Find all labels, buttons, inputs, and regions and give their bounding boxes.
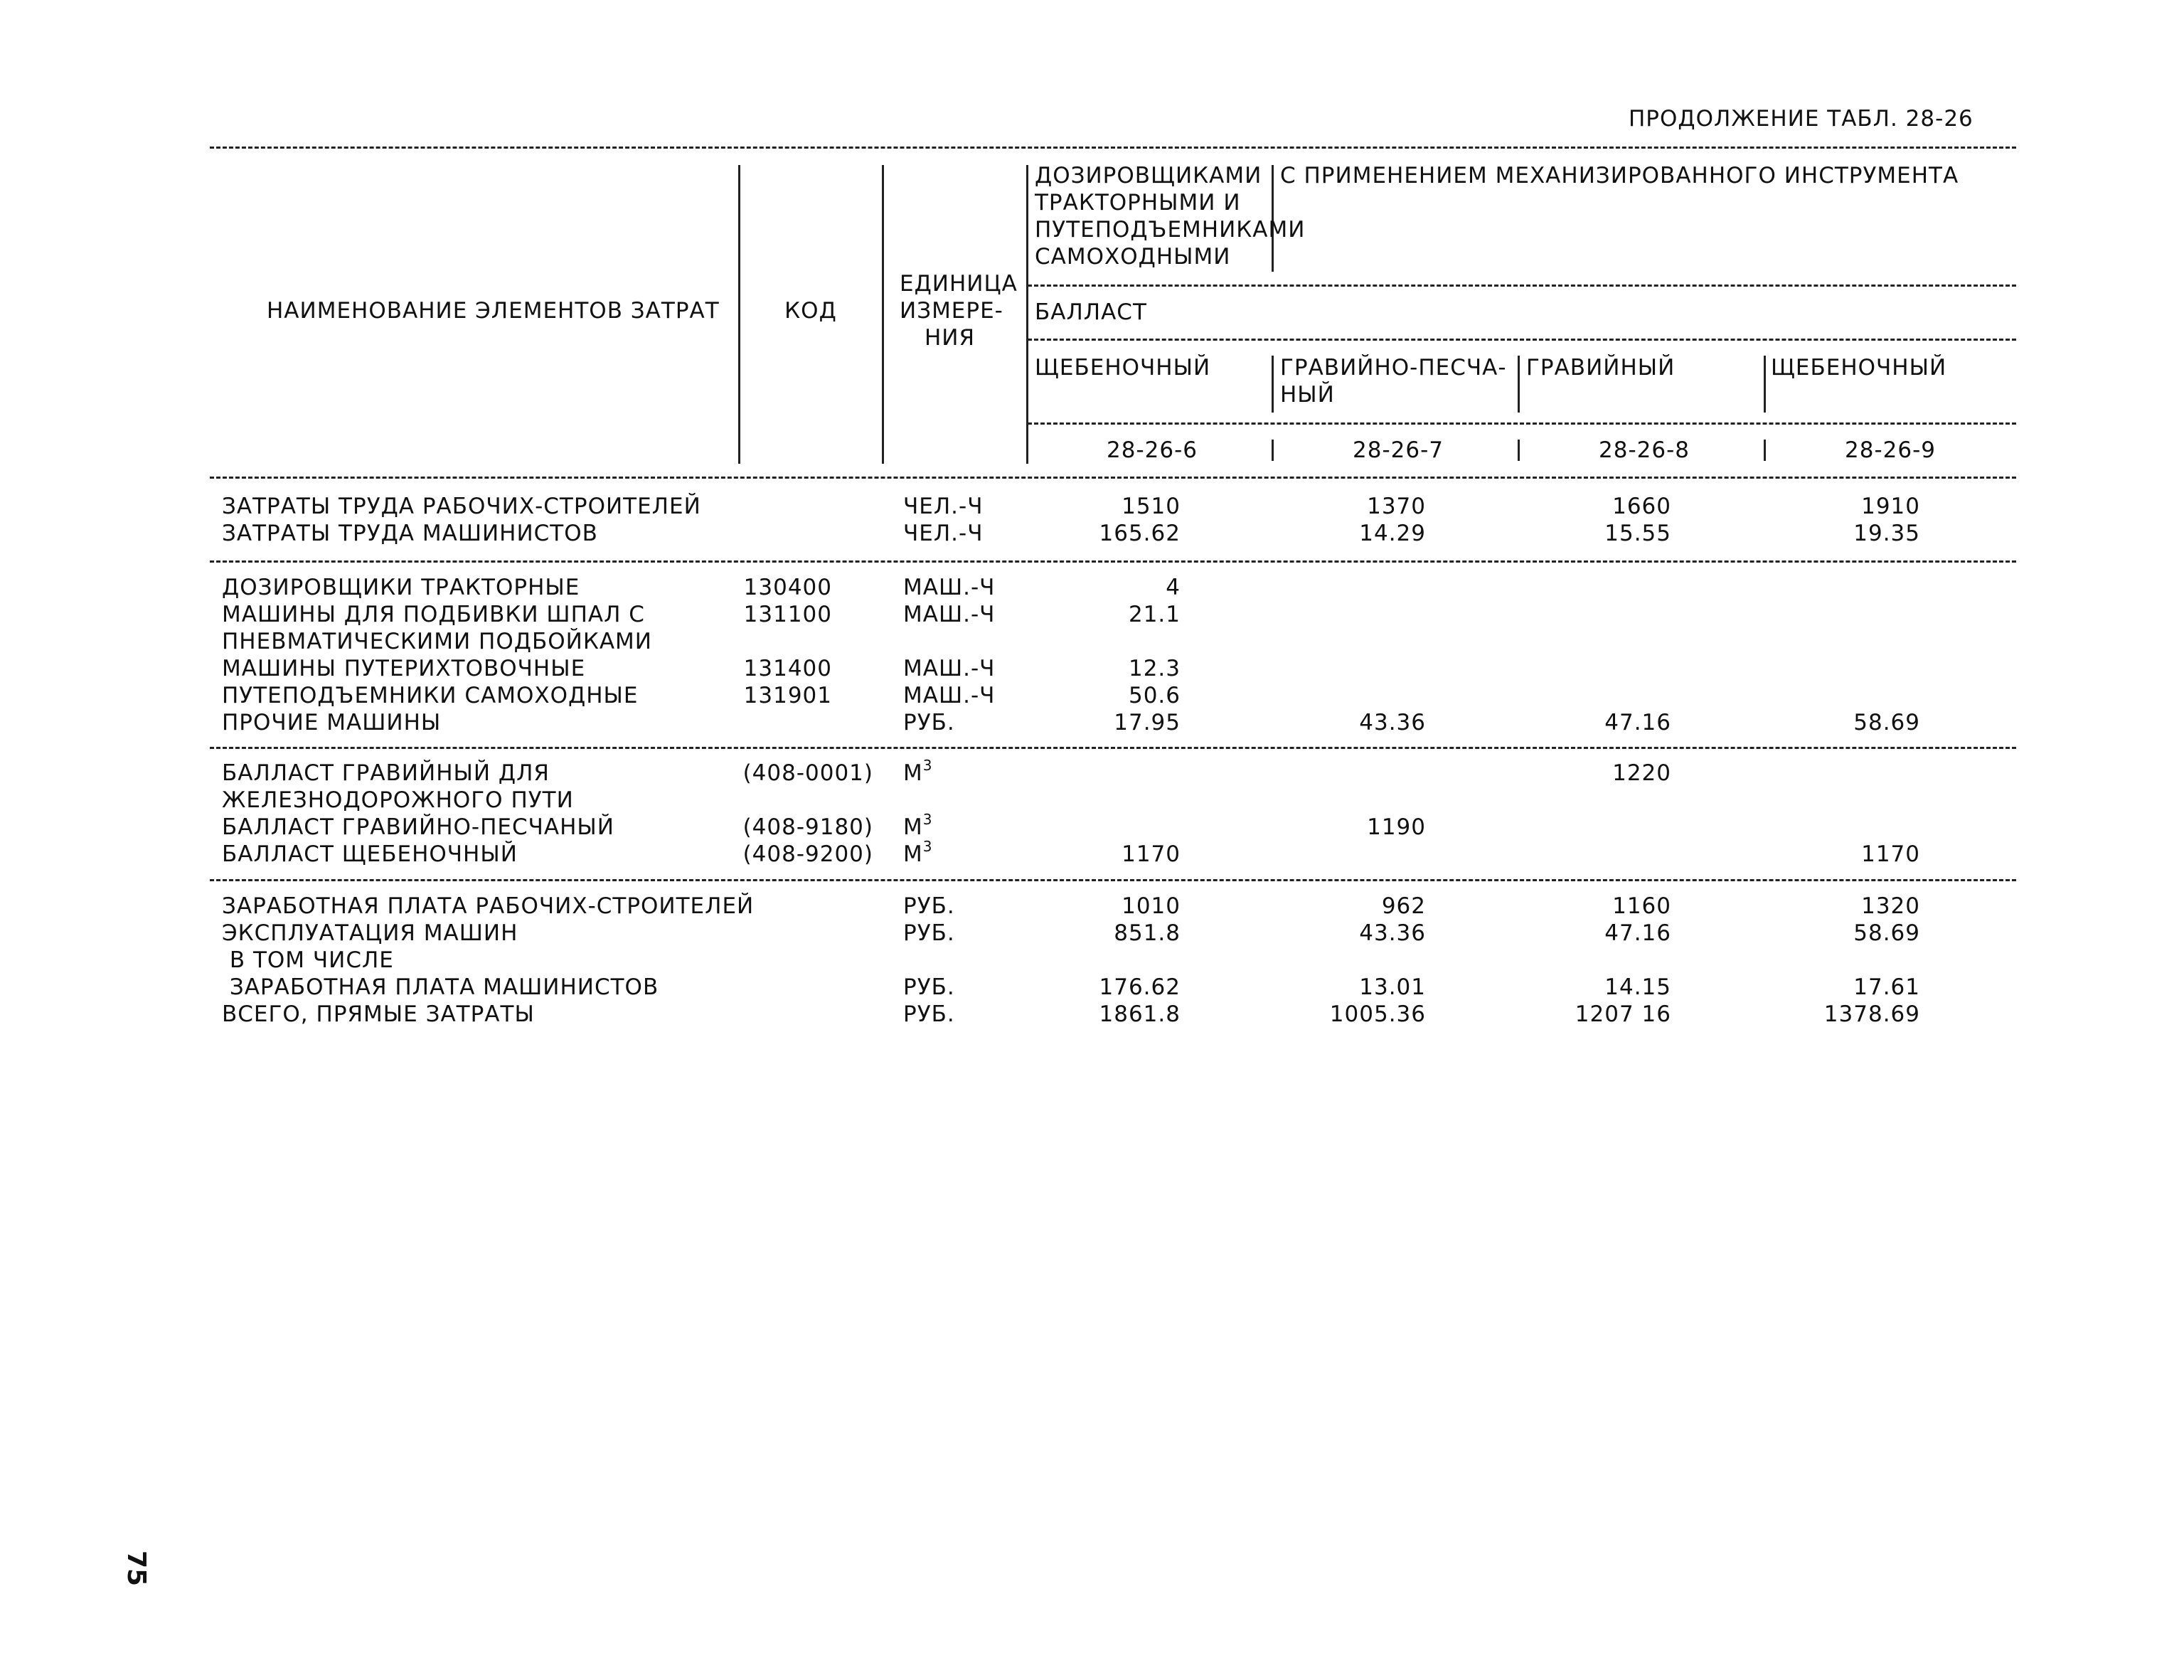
rule-header-bottom [210, 477, 2016, 479]
header-group1-line-3: ПУТЕПОДЪЕМНИКАМИ [1035, 217, 1306, 243]
row-unit [903, 811, 933, 841]
row-unit [903, 974, 955, 1001]
header-code-4: 28-26-9 [1845, 437, 1936, 463]
row-value-3: 14.15 [1604, 974, 1671, 1000]
row-unit-text: РУБ. [903, 974, 955, 1000]
row-unit [903, 574, 995, 601]
row-unit [903, 493, 983, 520]
row-value-2: 43.36 [1359, 920, 1426, 946]
row-code: (408-0001) [742, 760, 873, 786]
row-value-4: 1170 [1861, 841, 1920, 867]
table-caption: ПРОДОЛЖЕНИЕ ТАБЛ. 28-26 [1629, 106, 1973, 132]
row-value-4: 19.35 [1853, 521, 1920, 546]
row-value-3: 1160 [1612, 893, 1671, 919]
row-value-2: 1005.36 [1329, 1001, 1426, 1027]
row-name: МАШИНЫ ПУТЕРИХТОВОЧНЫЕ [222, 656, 586, 681]
sep-code-2 [1518, 440, 1520, 461]
row-value-1: 12.3 [1128, 656, 1181, 681]
row-value-4: 1378.69 [1823, 1001, 1920, 1027]
header-type-4: ЩЕБЕНОЧНЫЙ [1771, 355, 1947, 381]
rule-group [1028, 285, 2016, 287]
sep-type-3 [1764, 356, 1766, 413]
header-unit-line-3: НИЯ [925, 325, 976, 351]
row-name: ПУТЕПОДЪЕМНИКИ САМОХОДНЫЕ [222, 683, 639, 708]
row-name: ПНЕВМАТИЧЕСКИМИ ПОДБОЙКАМИ [222, 629, 652, 654]
row-value-3: 15.55 [1604, 521, 1671, 546]
row-unit-text: М [903, 814, 923, 840]
rule-ballast [1028, 339, 2016, 341]
row-unit [903, 893, 955, 920]
row-value-4: 17.61 [1853, 974, 1920, 1000]
row-value-3: 1660 [1612, 494, 1671, 519]
row-name: ЗАРАБОТНАЯ ПЛАТА РАБОЧИХ-СТРОИТЕЛЕЙ [222, 893, 755, 919]
row-name: В ТОМ ЧИСЛЕ [222, 947, 394, 973]
header-ballast: БАЛЛАСТ [1035, 299, 1147, 325]
rule-section-2 [210, 747, 2016, 749]
row-value-2: 13.01 [1359, 974, 1426, 1000]
row-name: МАШИНЫ ДЛЯ ПОДБИВКИ ШПАЛ С [222, 602, 645, 627]
row-unit-text: РУБ. [903, 893, 955, 919]
row-unit-text: МАШ.-Ч [903, 602, 996, 627]
row-unit [903, 838, 933, 868]
row-unit-superscript: 3 [922, 838, 933, 855]
row-unit-superscript: 3 [922, 757, 933, 774]
row-value-2: 1190 [1367, 814, 1426, 840]
row-unit-superscript: 3 [922, 811, 933, 828]
row-code: (408-9200) [742, 841, 873, 867]
row-name: ПРОЧИЕ МАШИНЫ [222, 710, 442, 735]
sep-code-3 [1764, 440, 1766, 461]
row-unit [903, 601, 995, 628]
header-code-2: 28-26-7 [1353, 437, 1444, 463]
header-unit-line-1: ЕДИНИЦА [900, 271, 1018, 297]
row-value-3: 47.16 [1604, 710, 1671, 735]
row-value-3: 1207 16 [1575, 1001, 1671, 1027]
row-value-1: 165.62 [1099, 521, 1181, 546]
header-group1-line-1: ДОЗИРОВЩИКАМИ [1035, 163, 1262, 188]
row-unit-text: РУБ. [903, 1001, 955, 1027]
row-unit-text: МАШ.-Ч [903, 683, 996, 708]
row-code: 131901 [743, 683, 832, 708]
row-value-1: 4 [1166, 575, 1181, 600]
row-value-1: 1861.8 [1099, 1001, 1181, 1027]
row-unit-text: М [903, 760, 923, 786]
row-unit [903, 655, 995, 682]
row-unit [903, 757, 933, 787]
header-name: НАИМЕНОВАНИЕ ЭЛЕМЕНТОВ ЗАТРАТ [267, 298, 720, 324]
sep-code-unit [882, 165, 884, 464]
row-code: 130400 [743, 575, 832, 600]
header-type-3: ГРАВИЙНЫЙ [1526, 355, 1676, 381]
row-unit-text: РУБ. [903, 710, 955, 735]
header-group2: С ПРИМЕНЕНИЕМ МЕХАНИЗИРОВАННОГО ИНСТРУМЕНТА [1280, 163, 1959, 188]
row-unit [903, 1001, 955, 1028]
header-group1-line-4: САМОХОДНЫМИ [1035, 244, 1231, 270]
row-code: 131100 [743, 602, 832, 627]
row-unit-text: МАШ.-Ч [903, 656, 996, 681]
rule-types [1028, 422, 2016, 425]
header-type-2-line-2: НЫЙ [1280, 382, 1335, 408]
row-unit [903, 920, 955, 947]
row-value-2: 962 [1381, 893, 1426, 919]
row-name: БАЛЛАСТ ЩЕБЕНОЧНЫЙ [222, 841, 518, 867]
row-value-4: 58.69 [1853, 920, 1920, 946]
row-name: ЗАРАБОТНАЯ ПЛАТА МАШИНИСТОВ [222, 974, 659, 1000]
row-name: ДОЗИРОВЩИКИ ТРАКТОРНЫЕ [222, 575, 580, 600]
row-value-4: 1320 [1861, 893, 1920, 919]
page-number: 75 [122, 1551, 151, 1587]
header-group1-line-2: ТРАКТОРНЫМИ И [1035, 190, 1241, 216]
row-value-3: 47.16 [1604, 920, 1671, 946]
row-name: ЗАТРАТЫ ТРУДА МАШИНИСТОВ [222, 521, 598, 546]
row-value-4: 1910 [1861, 494, 1920, 519]
row-unit-text: МАШ.-Ч [903, 575, 996, 600]
header-unit-line-2: ИЗМЕРЕ- [900, 298, 1003, 324]
row-unit [903, 709, 955, 736]
row-unit-text: ЧЕЛ.-Ч [903, 521, 984, 546]
row-value-1: 50.6 [1128, 683, 1181, 708]
row-unit-text: ЧЕЛ.-Ч [903, 494, 984, 519]
header-type-1: ЩЕБЕНОЧНЫЙ [1035, 355, 1211, 381]
row-value-1: 851.8 [1114, 920, 1181, 946]
row-unit [903, 520, 983, 547]
sep-name-code [738, 165, 740, 464]
rule-section-1 [210, 560, 2016, 563]
header-code: КОД [784, 298, 837, 324]
sep-unit-values [1026, 165, 1028, 464]
row-unit [903, 682, 995, 709]
row-name: БАЛЛАСТ ГРАВИЙНЫЙ ДЛЯ [222, 760, 550, 786]
rule-section-3 [210, 879, 2016, 881]
row-value-3: 1220 [1612, 760, 1671, 786]
row-value-1: 1170 [1122, 841, 1181, 867]
sep-type-1 [1272, 356, 1274, 413]
rule-top [210, 147, 2016, 149]
row-unit-text: РУБ. [903, 920, 955, 946]
row-value-2: 1370 [1367, 494, 1426, 519]
sep-type-2 [1518, 356, 1520, 413]
row-value-1: 1510 [1122, 494, 1181, 519]
sep-code-1 [1272, 440, 1274, 461]
row-value-1: 17.95 [1114, 710, 1181, 735]
row-code: (408-9180) [742, 814, 873, 840]
row-name: ВСЕГО, ПРЯМЫЕ ЗАТРАТЫ [222, 1001, 535, 1027]
row-name: ЗАТРАТЫ ТРУДА РАБОЧИХ-СТРОИТЕЛЕЙ [222, 494, 701, 519]
row-value-1: 176.62 [1099, 974, 1181, 1000]
header-code-3: 28-26-8 [1599, 437, 1690, 463]
row-value-1: 1010 [1122, 893, 1181, 919]
row-name: ЭКСПЛУАТАЦИЯ МАШИН [222, 920, 518, 946]
header-code-1: 28-26-6 [1107, 437, 1198, 463]
row-code: 131400 [743, 656, 832, 681]
row-value-4: 58.69 [1853, 710, 1920, 735]
row-value-2: 43.36 [1359, 710, 1426, 735]
row-name: БАЛЛАСТ ГРАВИЙНО-ПЕСЧАНЫЙ [222, 814, 614, 840]
header-type-2-line-1: ГРАВИЙНО-ПЕСЧА- [1280, 355, 1507, 381]
row-value-1: 21.1 [1128, 602, 1181, 627]
row-value-2: 14.29 [1359, 521, 1426, 546]
row-name: ЖЕЛЕЗНОДОРОЖНОГО ПУТИ [222, 787, 574, 813]
row-unit-text: М [903, 841, 923, 867]
